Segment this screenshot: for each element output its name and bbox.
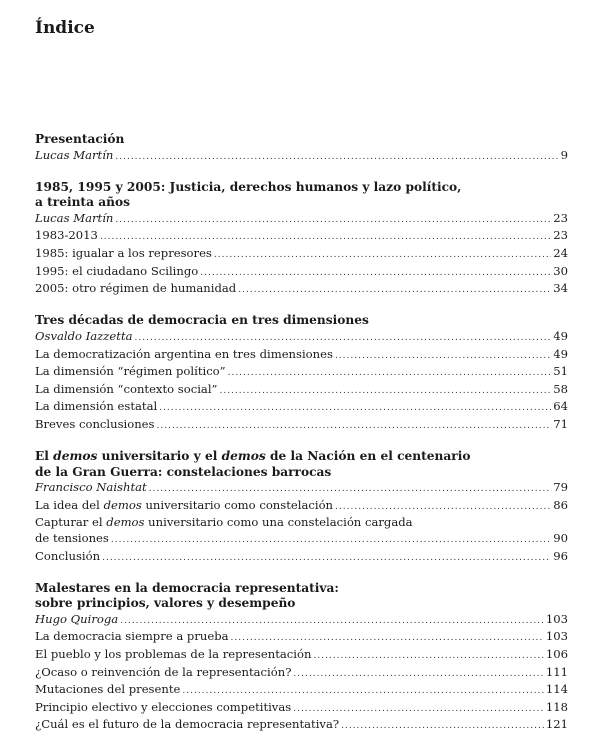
section-heading — [35, 596, 568, 612]
page-number: 24 — [553, 246, 568, 261]
section-heading — [35, 465, 568, 481]
toc-entry[interactable] — [35, 717, 568, 735]
dot-leader — [219, 384, 551, 400]
entry-title — [35, 264, 198, 280]
text-segment: Presentación — [35, 132, 125, 146]
entry-title — [35, 549, 100, 565]
page-number: 23 — [553, 210, 568, 225]
page-number: 96 — [553, 548, 568, 563]
toc-entry[interactable] — [35, 549, 568, 567]
text-segment: 1983-2013 — [35, 228, 98, 243]
italic-term: demos — [221, 449, 266, 463]
toc-author-entry[interactable] — [35, 612, 568, 630]
text-segment: El pueblo y los problemas de la representación — [35, 647, 312, 662]
entry-title — [35, 228, 98, 244]
text-segment: ¿Cuál es el futuro de la democracia representativa? — [35, 717, 340, 732]
toc-entry[interactable] — [35, 498, 568, 516]
page-number: 103 — [545, 611, 568, 626]
dot-leader — [200, 266, 551, 282]
entry-title — [35, 246, 212, 262]
page-number: 58 — [553, 381, 568, 396]
text-segment: Lucas Martín — [35, 210, 114, 225]
toc-entry-line — [35, 515, 568, 531]
text-segment: La dimensión “régimen político” — [35, 364, 226, 379]
page-number: 121 — [545, 717, 568, 732]
text-segment: de la Nación en el centenario — [265, 449, 471, 463]
toc-entry[interactable] — [35, 264, 568, 282]
text-segment: 1995: el ciudadano Scilingo — [35, 263, 199, 278]
page-number: 51 — [553, 364, 568, 379]
dot-leader — [135, 331, 552, 347]
page-number: 49 — [553, 328, 568, 343]
toc-author-entry[interactable] — [35, 329, 568, 347]
toc-entry[interactable] — [35, 382, 568, 400]
toc-section — [35, 449, 568, 566]
text-segment: Lucas Martín — [35, 147, 114, 162]
dot-leader — [228, 366, 552, 382]
toc-entry[interactable] — [35, 647, 568, 665]
section-heading — [35, 449, 568, 465]
entry-title — [35, 417, 155, 433]
toc-entry[interactable] — [35, 246, 568, 264]
toc-entry[interactable] — [35, 531, 568, 549]
dot-leader — [149, 482, 552, 498]
italic-term: demos — [53, 449, 98, 463]
toc-entry[interactable] — [35, 228, 568, 246]
toc-entry[interactable] — [35, 364, 568, 382]
text-segment: Malestares en la democracia representativa: — [35, 580, 339, 595]
toc-author-entry[interactable] — [35, 148, 568, 166]
toc-entry[interactable] — [35, 629, 568, 647]
toc-author-entry[interactable] — [35, 480, 568, 498]
page-number: 71 — [553, 416, 568, 431]
section-heading — [35, 581, 568, 597]
dot-leader — [293, 667, 543, 683]
text-segment: Conclusión — [35, 548, 101, 563]
author-name — [35, 612, 118, 628]
text-segment: La democracia siempre a prueba — [35, 629, 229, 644]
entry-title — [35, 281, 236, 297]
page-number: 30 — [553, 263, 568, 278]
toc-section — [35, 132, 568, 165]
author-name — [35, 148, 113, 164]
italic-term: demos — [106, 515, 145, 530]
author-name — [35, 480, 147, 496]
entry-title — [35, 498, 333, 514]
dot-leader — [115, 150, 558, 166]
dot-leader — [157, 419, 552, 435]
toc-entry[interactable] — [35, 700, 568, 718]
section-heading — [35, 180, 568, 196]
toc-entry[interactable] — [35, 399, 568, 417]
entry-title — [35, 665, 291, 681]
page-number: 90 — [553, 530, 568, 545]
page-number: 103 — [545, 629, 568, 644]
section-heading — [35, 313, 568, 329]
dot-leader — [111, 533, 551, 549]
text-segment: de tensiones — [35, 530, 109, 545]
page-number: 111 — [545, 664, 568, 679]
text-segment: Mutaciones del presente — [35, 682, 181, 697]
section-heading — [35, 195, 568, 211]
dot-leader — [313, 649, 543, 665]
dot-leader — [238, 283, 551, 299]
toc-entry[interactable] — [35, 417, 568, 435]
toc-entry[interactable] — [35, 281, 568, 299]
toc-author-entry[interactable] — [35, 211, 568, 229]
dot-leader — [335, 349, 551, 365]
text-segment: sobre principios, valores y desempeño — [35, 596, 296, 611]
page-number: 79 — [553, 480, 568, 495]
toc-entry[interactable] — [35, 347, 568, 365]
dot-leader — [120, 614, 544, 630]
page-title: Índice — [35, 18, 95, 38]
text-segment: Francisco Naishtat — [35, 480, 147, 495]
toc-section — [35, 313, 568, 434]
dot-leader — [159, 401, 551, 417]
text-segment: a treinta años — [35, 195, 130, 210]
page-number: 23 — [553, 228, 568, 243]
text-segment: Breves conclusiones — [35, 416, 155, 431]
entry-title — [35, 700, 291, 716]
entry-title — [35, 364, 226, 380]
toc-entry[interactable] — [35, 682, 568, 700]
dot-leader — [182, 684, 544, 700]
page-number: 34 — [553, 281, 568, 296]
dot-leader — [115, 213, 551, 229]
text-segment: universitario y el — [97, 449, 222, 463]
text-segment: Hugo Quiroga — [35, 611, 119, 626]
italic-term: demos — [103, 497, 142, 512]
page-number: 86 — [553, 497, 568, 512]
dot-leader — [335, 500, 551, 516]
entry-title — [35, 347, 333, 363]
page-number: 118 — [545, 699, 568, 714]
dot-leader — [293, 702, 544, 718]
text-segment: universitario como constelación — [141, 497, 334, 512]
entry-title — [35, 382, 217, 398]
text-segment: La democratización argentina en tres dimensiones — [35, 346, 333, 361]
text-segment: 1985: igualar a los represores — [35, 246, 212, 261]
text-segment: Tres décadas de democracia en tres dimensiones — [35, 313, 369, 328]
section-heading — [35, 132, 568, 148]
author-name — [35, 211, 113, 227]
entry-title — [35, 531, 109, 547]
dot-leader — [341, 719, 544, 735]
toc-section — [35, 180, 568, 299]
page-number: 114 — [545, 682, 568, 697]
text-segment: 1985, 1995 y 2005: Justicia, derechos humanos y lazo político, — [35, 179, 462, 194]
text-segment: 2005: otro régimen de humanidad — [35, 281, 237, 296]
entry-title — [35, 682, 180, 698]
text-segment: El — [35, 449, 54, 463]
text-segment: La dimensión estatal — [35, 399, 158, 414]
text-segment: de la Gran Guerra: constelaciones barrocas — [35, 464, 332, 479]
text-segment: La idea del — [35, 497, 104, 512]
page-number: 9 — [560, 147, 568, 162]
dot-leader — [100, 230, 551, 246]
page-number: 64 — [553, 399, 568, 414]
text-segment: ¿Ocaso o reinvención de la representación? — [35, 664, 292, 679]
page-number: 49 — [553, 346, 568, 361]
entry-title — [35, 399, 157, 415]
dot-leader — [231, 631, 544, 647]
toc-entry[interactable] — [35, 665, 568, 683]
text-segment: La dimensión “contexto social” — [35, 381, 218, 396]
dot-leader — [214, 248, 551, 264]
author-name — [35, 329, 133, 345]
text-segment: Osvaldo Iazzetta — [35, 328, 133, 343]
entry-title — [35, 647, 311, 663]
text-segment: Principio electivo y elecciones competitivas — [35, 699, 292, 714]
table-of-contents — [35, 132, 568, 750]
dot-leader — [102, 551, 551, 567]
entry-title — [35, 717, 339, 733]
text-segment: universitario como una constelación cargada — [144, 515, 413, 530]
text-segment: Capturar el — [35, 515, 107, 530]
toc-section — [35, 581, 568, 735]
page-number: 106 — [545, 647, 568, 662]
